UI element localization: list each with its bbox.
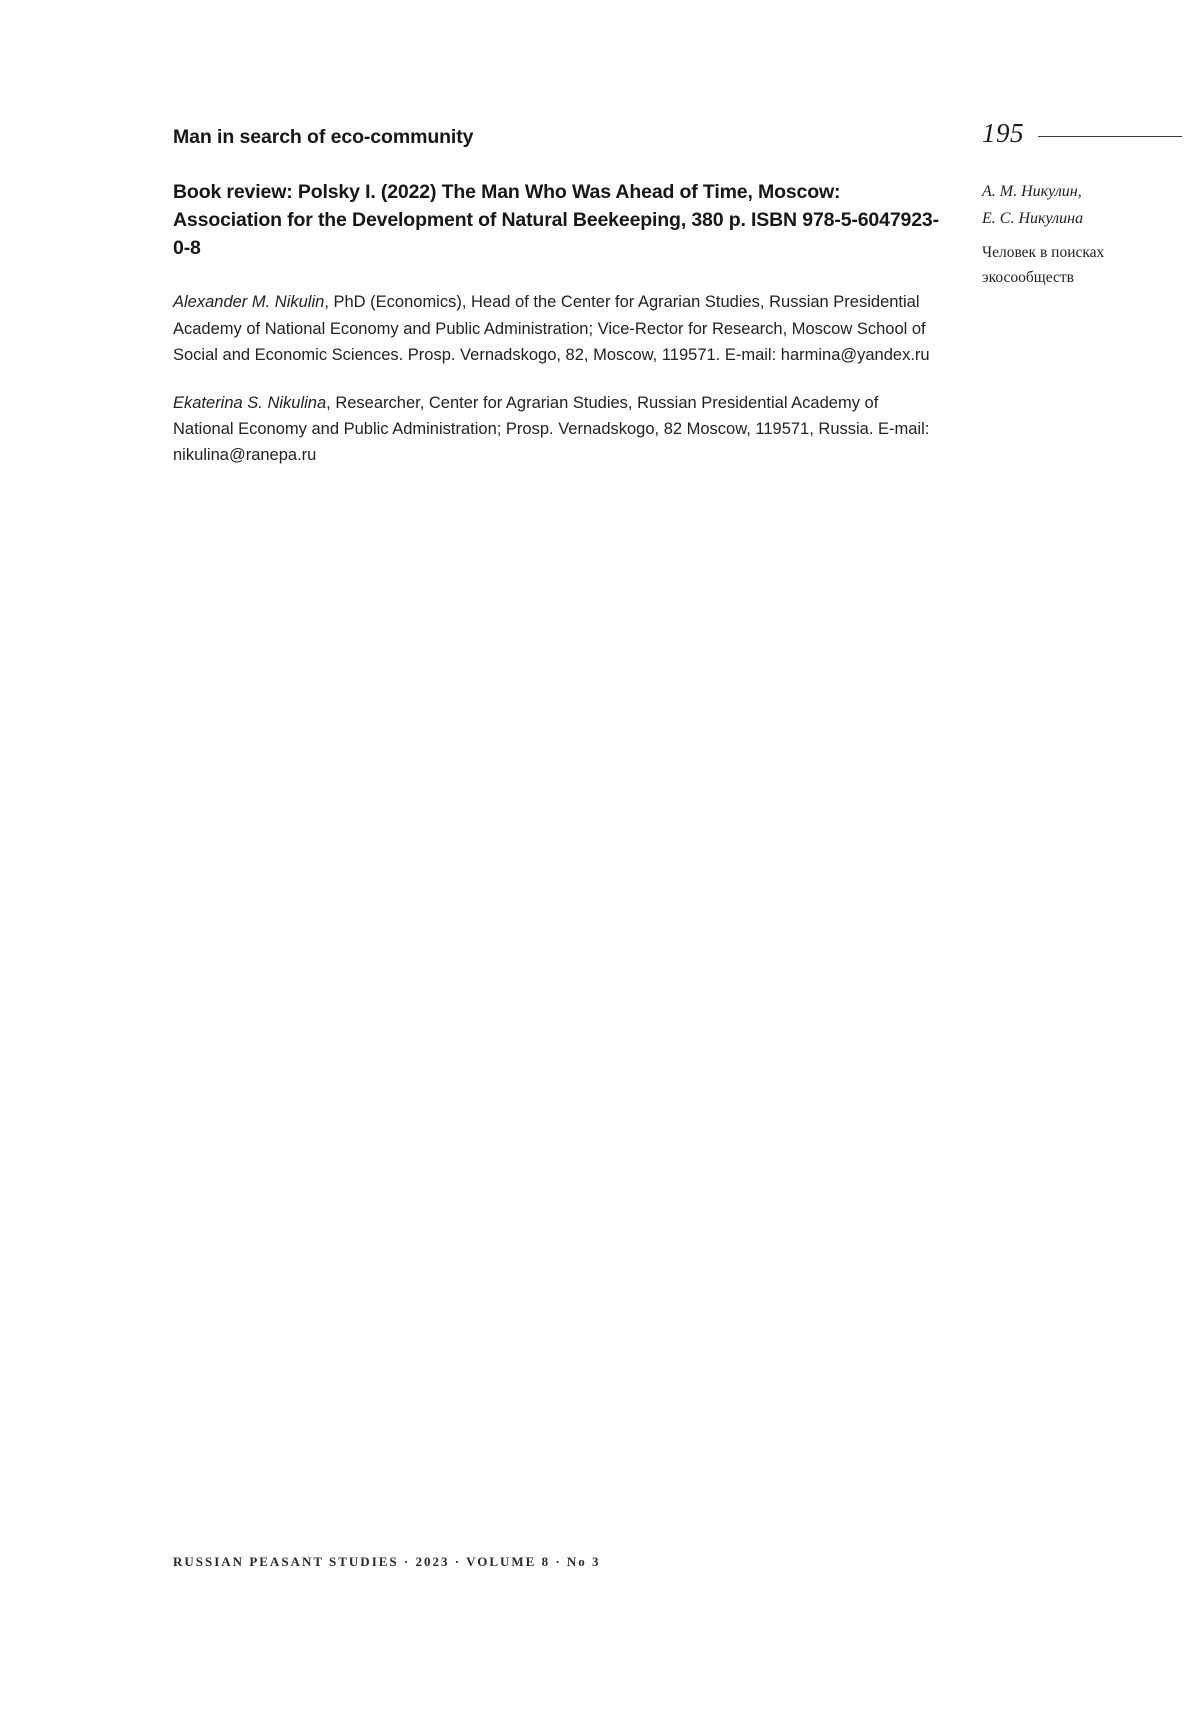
margin-subject-line-2: экосообществ [982,269,1074,287]
author-affiliation: , PhD (Economics), Head of the Center for Agrarian Studies, Russian Presidential Academy of National Economy and Public Administration; Vice-Rector for Research, Moscow School of Social and Economic Sciences. Prosp. Vernadskogo, 82, Moscow, 119571. E-mail: harmina@yandex.ru [173,293,930,364]
page-number: 195 [982,117,1024,148]
margin-subject [982,240,1182,290]
author-affiliation: , Researcher, Center for Agrarian Studies, Russian Presidential Academy of National Economy and Public Administration; Prosp. Vernadskogo, 82 Moscow, 119571, Russia. E-mail: nikulina@ranepa.ru [173,393,930,464]
author-name: Ekaterina S. Nikulina [173,393,327,412]
folio-row [982,118,1182,148]
running-title: Man in search of eco-community [173,126,474,148]
margin-subject-line-1: Человек в поисках [982,244,1105,262]
main-column [173,125,941,490]
author-affiliation-block [173,289,941,367]
author-affiliation-block [173,390,941,468]
margin-author-line-1: А. М. Никулин, [982,183,1082,200]
author-name: Alexander M. Nikulin [173,293,325,312]
page-footer: RUSSIAN PEASANT STUDIES · 2023 · VOLUME 8 · No 3 [173,1554,601,1569]
margin-authors [982,178,1182,232]
margin-column [982,118,1182,291]
article-title: Book review: Polsky I. (2022) The Man Who Was Ahead of Time, Moscow: Association for the Development of Natural Beekeeping, 380 p. ISBN 978-5-6047923-0-8 [173,181,939,259]
folio-rule [1038,136,1182,137]
margin-author-line-2: Е. С. Никулина [982,210,1084,228]
